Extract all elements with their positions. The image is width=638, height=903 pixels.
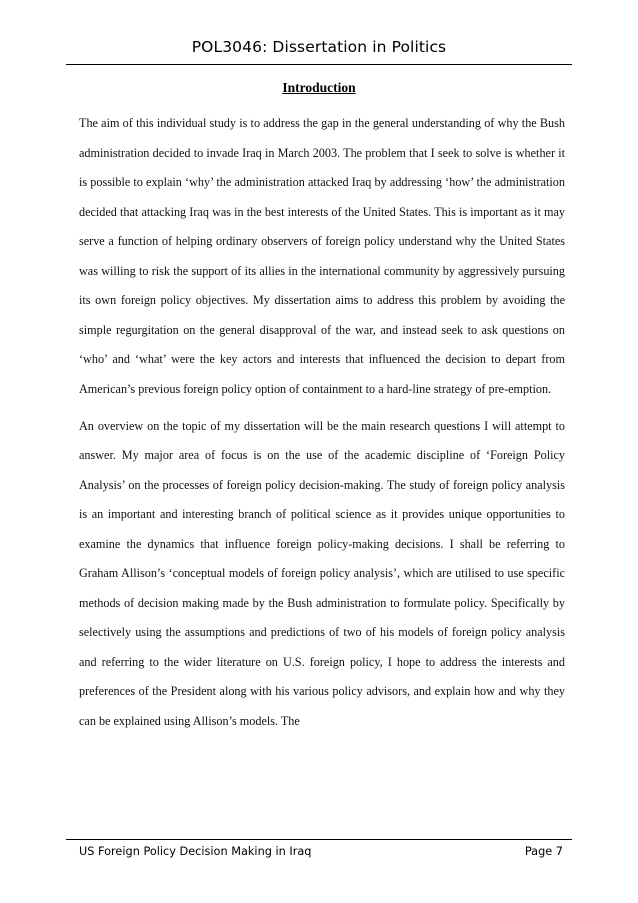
page-number: Page 7 bbox=[524, 845, 563, 858]
running-footer-title: US Foreign Policy Decision Making in Iraq bbox=[79, 845, 312, 858]
section-heading: Introduction bbox=[282, 80, 356, 95]
paragraph-2: An overview on the topic of my dissertation will be the main research questions I will attempt to answer. My major area of focus is on the use of the academic discipline of ‘Foreign Policy Analysis’ on the processes of foreign policy decision-making. The study of foreign policy analysis is an important and interesting branch of political science as it provides unique opportunities to examine the dynamics that influence foreign policy-making decisions. I shall be referring to Graham Allison’s ‘conceptual models of foreign policy analysis’, which are utilised to use specific methods of decision making made by the Bush administration to formulate policy. Specifically by selectively using the assumptions and predictions of two of his models of foreign policy analysis and referring to the wider literature on U.S. foreign policy, I hope to address the interests and preferences of the President along with his various policy advisors, and explain how and why they can be explained using Allison’s models. The bbox=[79, 418, 565, 728]
body-text bbox=[79, 109, 565, 736]
footer-divider bbox=[66, 839, 572, 840]
running-header: POL3046: Dissertation in Politics bbox=[191, 38, 447, 56]
header-divider bbox=[66, 64, 572, 65]
paragraph-1: The aim of this individual study is to address the gap in the general understanding of why the Bush administration decided to invade Iraq in March 2003. The problem that I seek to solve is whether it is possible to explain ‘why’ the administration attacked Iraq by addressing ‘how’ the administration decided that attacking Iraq was in the best interests of the United States. This is important as it may serve a function of helping ordinary observers of foreign policy understand why the United States was willing to risk the support of its allies in the international community by aggressively pursuing its own foreign policy objectives. My dissertation aims to address this problem by avoiding the simple regurgitation on the general disapproval of the war, and instead seek to ask questions on ‘who’ and ‘what’ were the key actors and interests that influenced the decision to depart from American’s previous foreign policy option of containment to a hard-line strategy of pre-emption. bbox=[79, 116, 565, 396]
